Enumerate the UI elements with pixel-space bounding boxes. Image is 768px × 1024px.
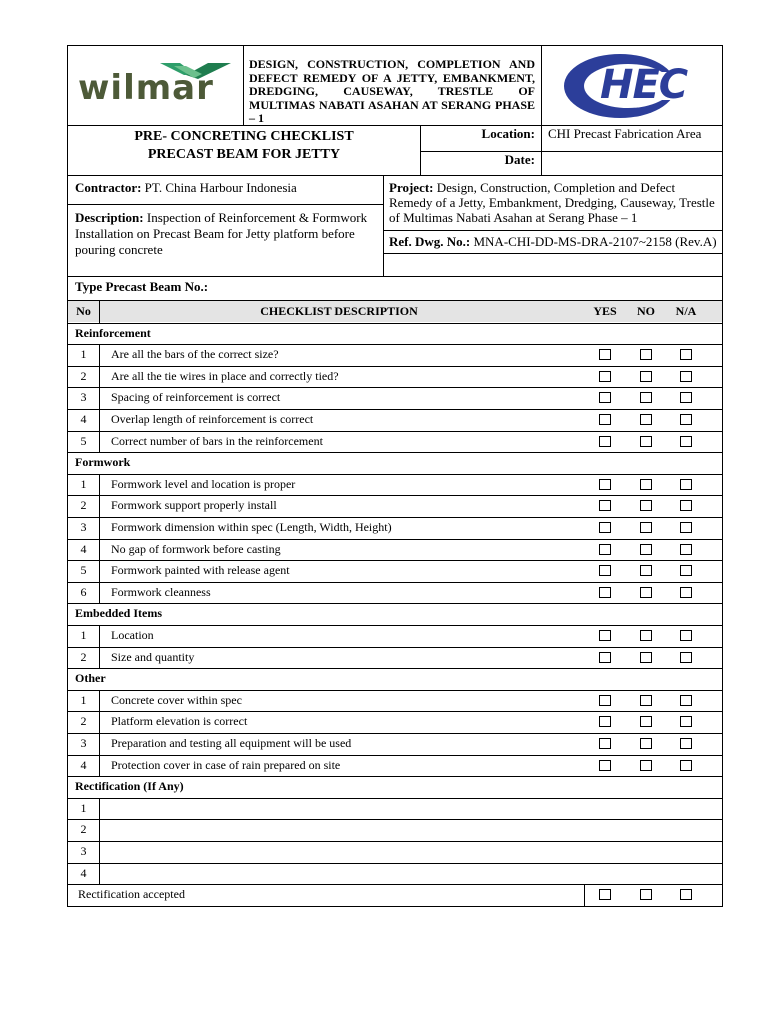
yes-checkbox[interactable] — [599, 414, 611, 425]
row-no-divider — [99, 409, 100, 431]
no-checkbox[interactable] — [640, 587, 652, 598]
no-checkbox[interactable] — [640, 371, 652, 382]
checklist-item-text: Protection cover in case of rain prepared on site — [111, 757, 341, 772]
item-number: 4 — [80, 412, 87, 426]
row-no-divider — [99, 755, 100, 777]
section-title: Embedded Items — [75, 606, 163, 621]
yes-checkbox[interactable] — [599, 392, 611, 403]
row-no-divider — [99, 625, 100, 647]
item-number: 5 — [80, 433, 87, 448]
row-no-divider — [99, 560, 100, 582]
na-checkbox[interactable] — [680, 630, 692, 641]
item-number: 4 — [80, 757, 87, 772]
no-checkbox[interactable] — [640, 500, 652, 511]
rectification-title: Rectification (If Any) — [75, 779, 184, 794]
na-checkbox[interactable] — [680, 392, 692, 403]
col-header-no-option: NO — [637, 304, 655, 318]
item-number: 2 — [80, 714, 87, 729]
rectification-row-number: 1 — [80, 800, 87, 815]
rectification-no-divider — [99, 841, 100, 863]
item-number: 1 — [80, 692, 87, 707]
item-number: 6 — [80, 584, 87, 599]
rectification-input[interactable] — [101, 799, 720, 819]
type-precast-label: Type Precast Beam No.: — [75, 279, 209, 294]
contractor-bottom-line — [68, 204, 383, 205]
no-checkbox[interactable] — [640, 349, 652, 360]
yes-checkbox[interactable] — [599, 587, 611, 598]
rectification-input[interactable] — [101, 842, 720, 862]
row-no-divider — [99, 647, 100, 669]
header-divider-1 — [243, 46, 244, 126]
row-no-divider — [99, 733, 100, 755]
checklist-item-text: Spacing of reinforcement is correct — [111, 390, 281, 405]
row-no-divider — [99, 344, 100, 366]
section-title: Reinforcement — [75, 325, 151, 340]
na-checkbox[interactable] — [680, 738, 692, 749]
description-field — [75, 210, 375, 258]
yes-checkbox[interactable] — [599, 695, 611, 706]
checklist-item-text: Formwork painted with release agent — [111, 563, 290, 578]
row-no-divider — [99, 495, 100, 517]
na-checkbox[interactable] — [680, 695, 692, 706]
na-checkbox[interactable] — [680, 414, 692, 425]
item-number: 1 — [80, 347, 87, 362]
no-checkbox[interactable] — [640, 544, 652, 555]
checklist-item-text: Are all the bars of the correct size? — [111, 347, 279, 362]
item-number: 2 — [80, 368, 87, 383]
na-checkbox[interactable] — [680, 544, 692, 555]
section-title: Other — [75, 671, 106, 686]
row-no-divider — [99, 366, 100, 388]
info-divider — [383, 175, 384, 276]
na-checkbox[interactable] — [680, 587, 692, 598]
project-bottom-line — [383, 230, 722, 231]
contractor-value: PT. China Harbour Indonesia — [144, 180, 297, 195]
accepted-yes-checkbox[interactable] — [599, 889, 611, 900]
checklist-item-text: Location — [111, 628, 154, 642]
yes-checkbox[interactable] — [599, 500, 611, 511]
col-header-no: No — [76, 304, 91, 318]
accepted-na-checkbox[interactable] — [680, 889, 692, 900]
info-bottom-line — [68, 276, 722, 277]
rectification-row-number: 2 — [80, 822, 87, 837]
col-header-yes: YES — [593, 304, 617, 318]
checklist-item-text: Correct number of bars in the reinforcement — [111, 433, 323, 448]
form-title — [68, 128, 420, 164]
item-number: 3 — [80, 736, 87, 750]
yes-checkbox[interactable] — [599, 630, 611, 641]
refdwg-value: MNA-CHI-DD-MS-DRA-2107~2158 (Rev.A) — [473, 234, 717, 249]
refdwg-field — [389, 234, 719, 250]
project-title: DESIGN, CONSTRUCTION, COMPLETION AND DEFECT REMEDY OF A JETTY, EMBANKMENT, DREDGING, CAUSEWAY, TRESTLE OF MULTIMAS NABATI ASAHAN AT SERANG PHASE – 1 — [249, 57, 535, 125]
wilmar-logo-text: wilmar — [78, 68, 214, 108]
chec-logo — [562, 52, 702, 120]
description-value: Inspection of Reinforcement & Formwork Installation on Precast Beam for Jetty platform before pouring concrete — [75, 210, 368, 257]
accepted-no-checkbox[interactable] — [640, 889, 652, 900]
refdwg-label: Ref. Dwg. No.: — [389, 234, 471, 249]
rectification-accepted-label: Rectification accepted — [78, 887, 185, 902]
item-number: 2 — [80, 649, 87, 664]
header-divider-2 — [541, 46, 542, 126]
yes-checkbox[interactable] — [599, 479, 611, 490]
location-value[interactable]: CHI Precast Fabrication Area — [548, 126, 702, 141]
na-checkbox[interactable] — [680, 565, 692, 576]
yes-checkbox[interactable] — [599, 436, 611, 447]
col-header-description: CHECKLIST DESCRIPTION — [260, 304, 418, 318]
item-number: 1 — [80, 628, 87, 642]
no-checkbox[interactable] — [640, 392, 652, 403]
no-checkbox[interactable] — [640, 716, 652, 727]
no-checkbox[interactable] — [640, 695, 652, 706]
row-no-divider — [99, 539, 100, 561]
checklist-item-text: Formwork level and location is proper — [111, 476, 296, 491]
project-label: Project: — [389, 180, 434, 195]
no-checkbox[interactable] — [640, 630, 652, 641]
checklist-item-text: Size and quantity — [111, 649, 195, 664]
refdwg-bottom-line — [383, 253, 722, 254]
checklist-item-text: No gap of formwork before casting — [111, 541, 281, 556]
checklist-item-text: Formwork dimension within spec (Length, Width, Height) — [111, 520, 392, 534]
item-number: 4 — [80, 541, 87, 556]
rectification-input[interactable] — [101, 864, 720, 884]
contractor-field — [75, 180, 380, 196]
yes-checkbox[interactable] — [599, 716, 611, 727]
row-no-divider — [99, 387, 100, 409]
wilmar-logo — [78, 60, 238, 110]
yes-checkbox[interactable] — [599, 565, 611, 576]
no-checkbox[interactable] — [640, 652, 652, 663]
rectification-no-divider — [99, 863, 100, 885]
item-number: 3 — [80, 520, 87, 534]
description-label: Description: — [75, 210, 144, 225]
accepted-divider — [584, 884, 585, 906]
rectification-input[interactable] — [101, 820, 720, 840]
yes-checkbox[interactable] — [599, 349, 611, 360]
na-checkbox[interactable] — [680, 371, 692, 382]
row-no-divider — [99, 690, 100, 712]
row-no-divider — [99, 582, 100, 604]
yes-checkbox[interactable] — [599, 652, 611, 663]
chec-logo-text: HEC — [600, 62, 688, 108]
checklist-item-text: Concrete cover within spec — [111, 692, 242, 707]
row-no-divider — [99, 474, 100, 496]
date-label: Date: — [504, 152, 535, 167]
rectification-no-divider — [99, 798, 100, 820]
na-checkbox[interactable] — [680, 652, 692, 663]
section-title: Formwork — [75, 455, 131, 470]
na-checkbox[interactable] — [680, 479, 692, 490]
no-checkbox[interactable] — [640, 479, 652, 490]
na-checkbox[interactable] — [680, 436, 692, 447]
no-checkbox[interactable] — [640, 522, 652, 533]
col-header-na: N/A — [675, 304, 697, 318]
checklist-item-text: Preparation and testing all equipment will be used — [111, 736, 352, 750]
no-checkbox[interactable] — [640, 565, 652, 576]
yes-checkbox[interactable] — [599, 522, 611, 533]
yes-checkbox[interactable] — [599, 544, 611, 555]
checklist-item-text: Are all the tie wires in place and correctly tied? — [111, 368, 339, 383]
na-checkbox[interactable] — [680, 349, 692, 360]
na-checkbox[interactable] — [680, 760, 692, 771]
form-title-line1: PRE- CONCRETING CHECKLIST — [134, 129, 354, 144]
row-no-divider — [99, 517, 100, 539]
no-checkbox[interactable] — [640, 436, 652, 447]
na-checkbox[interactable] — [680, 522, 692, 533]
no-checkbox[interactable] — [640, 760, 652, 771]
item-number: 5 — [80, 563, 87, 578]
yes-checkbox[interactable] — [599, 738, 611, 749]
rectification-row-number: 3 — [80, 844, 87, 858]
checklist-item-text: Overlap length of reinforcement is correct — [111, 412, 314, 426]
item-number: 3 — [80, 390, 87, 405]
checklist-item-text: Formwork support properly install — [111, 498, 277, 513]
rectification-row-number: 4 — [80, 865, 87, 880]
form-title-line2: PRECAST BEAM FOR JETTY — [147, 147, 341, 162]
rectification-no-divider — [99, 819, 100, 841]
project-value: Design, Construction, Completion and Defect Remedy of a Jetty, Embankment, Dredging, Causeway, Trestle of Multimas Nabati Asahan at Serang Phase – 1 — [389, 180, 715, 225]
location-label: Location: — [481, 126, 535, 141]
item-number: 2 — [80, 498, 87, 513]
title-bottom-line — [68, 175, 722, 176]
contractor-label: Contractor: — [75, 180, 142, 195]
no-checkbox[interactable] — [640, 414, 652, 425]
yes-checkbox[interactable] — [599, 760, 611, 771]
row-no-divider — [99, 711, 100, 733]
row-no-divider — [99, 431, 100, 453]
item-number: 1 — [80, 476, 87, 491]
checklist-sheet — [67, 45, 723, 907]
na-checkbox[interactable] — [680, 716, 692, 727]
date-field[interactable] — [548, 152, 718, 172]
na-checkbox[interactable] — [680, 500, 692, 511]
project-field — [389, 180, 719, 225]
checklist-item-text: Formwork cleanness — [111, 584, 211, 599]
checklist-item-text: Platform elevation is correct — [111, 714, 248, 729]
yes-checkbox[interactable] — [599, 371, 611, 382]
no-checkbox[interactable] — [640, 738, 652, 749]
